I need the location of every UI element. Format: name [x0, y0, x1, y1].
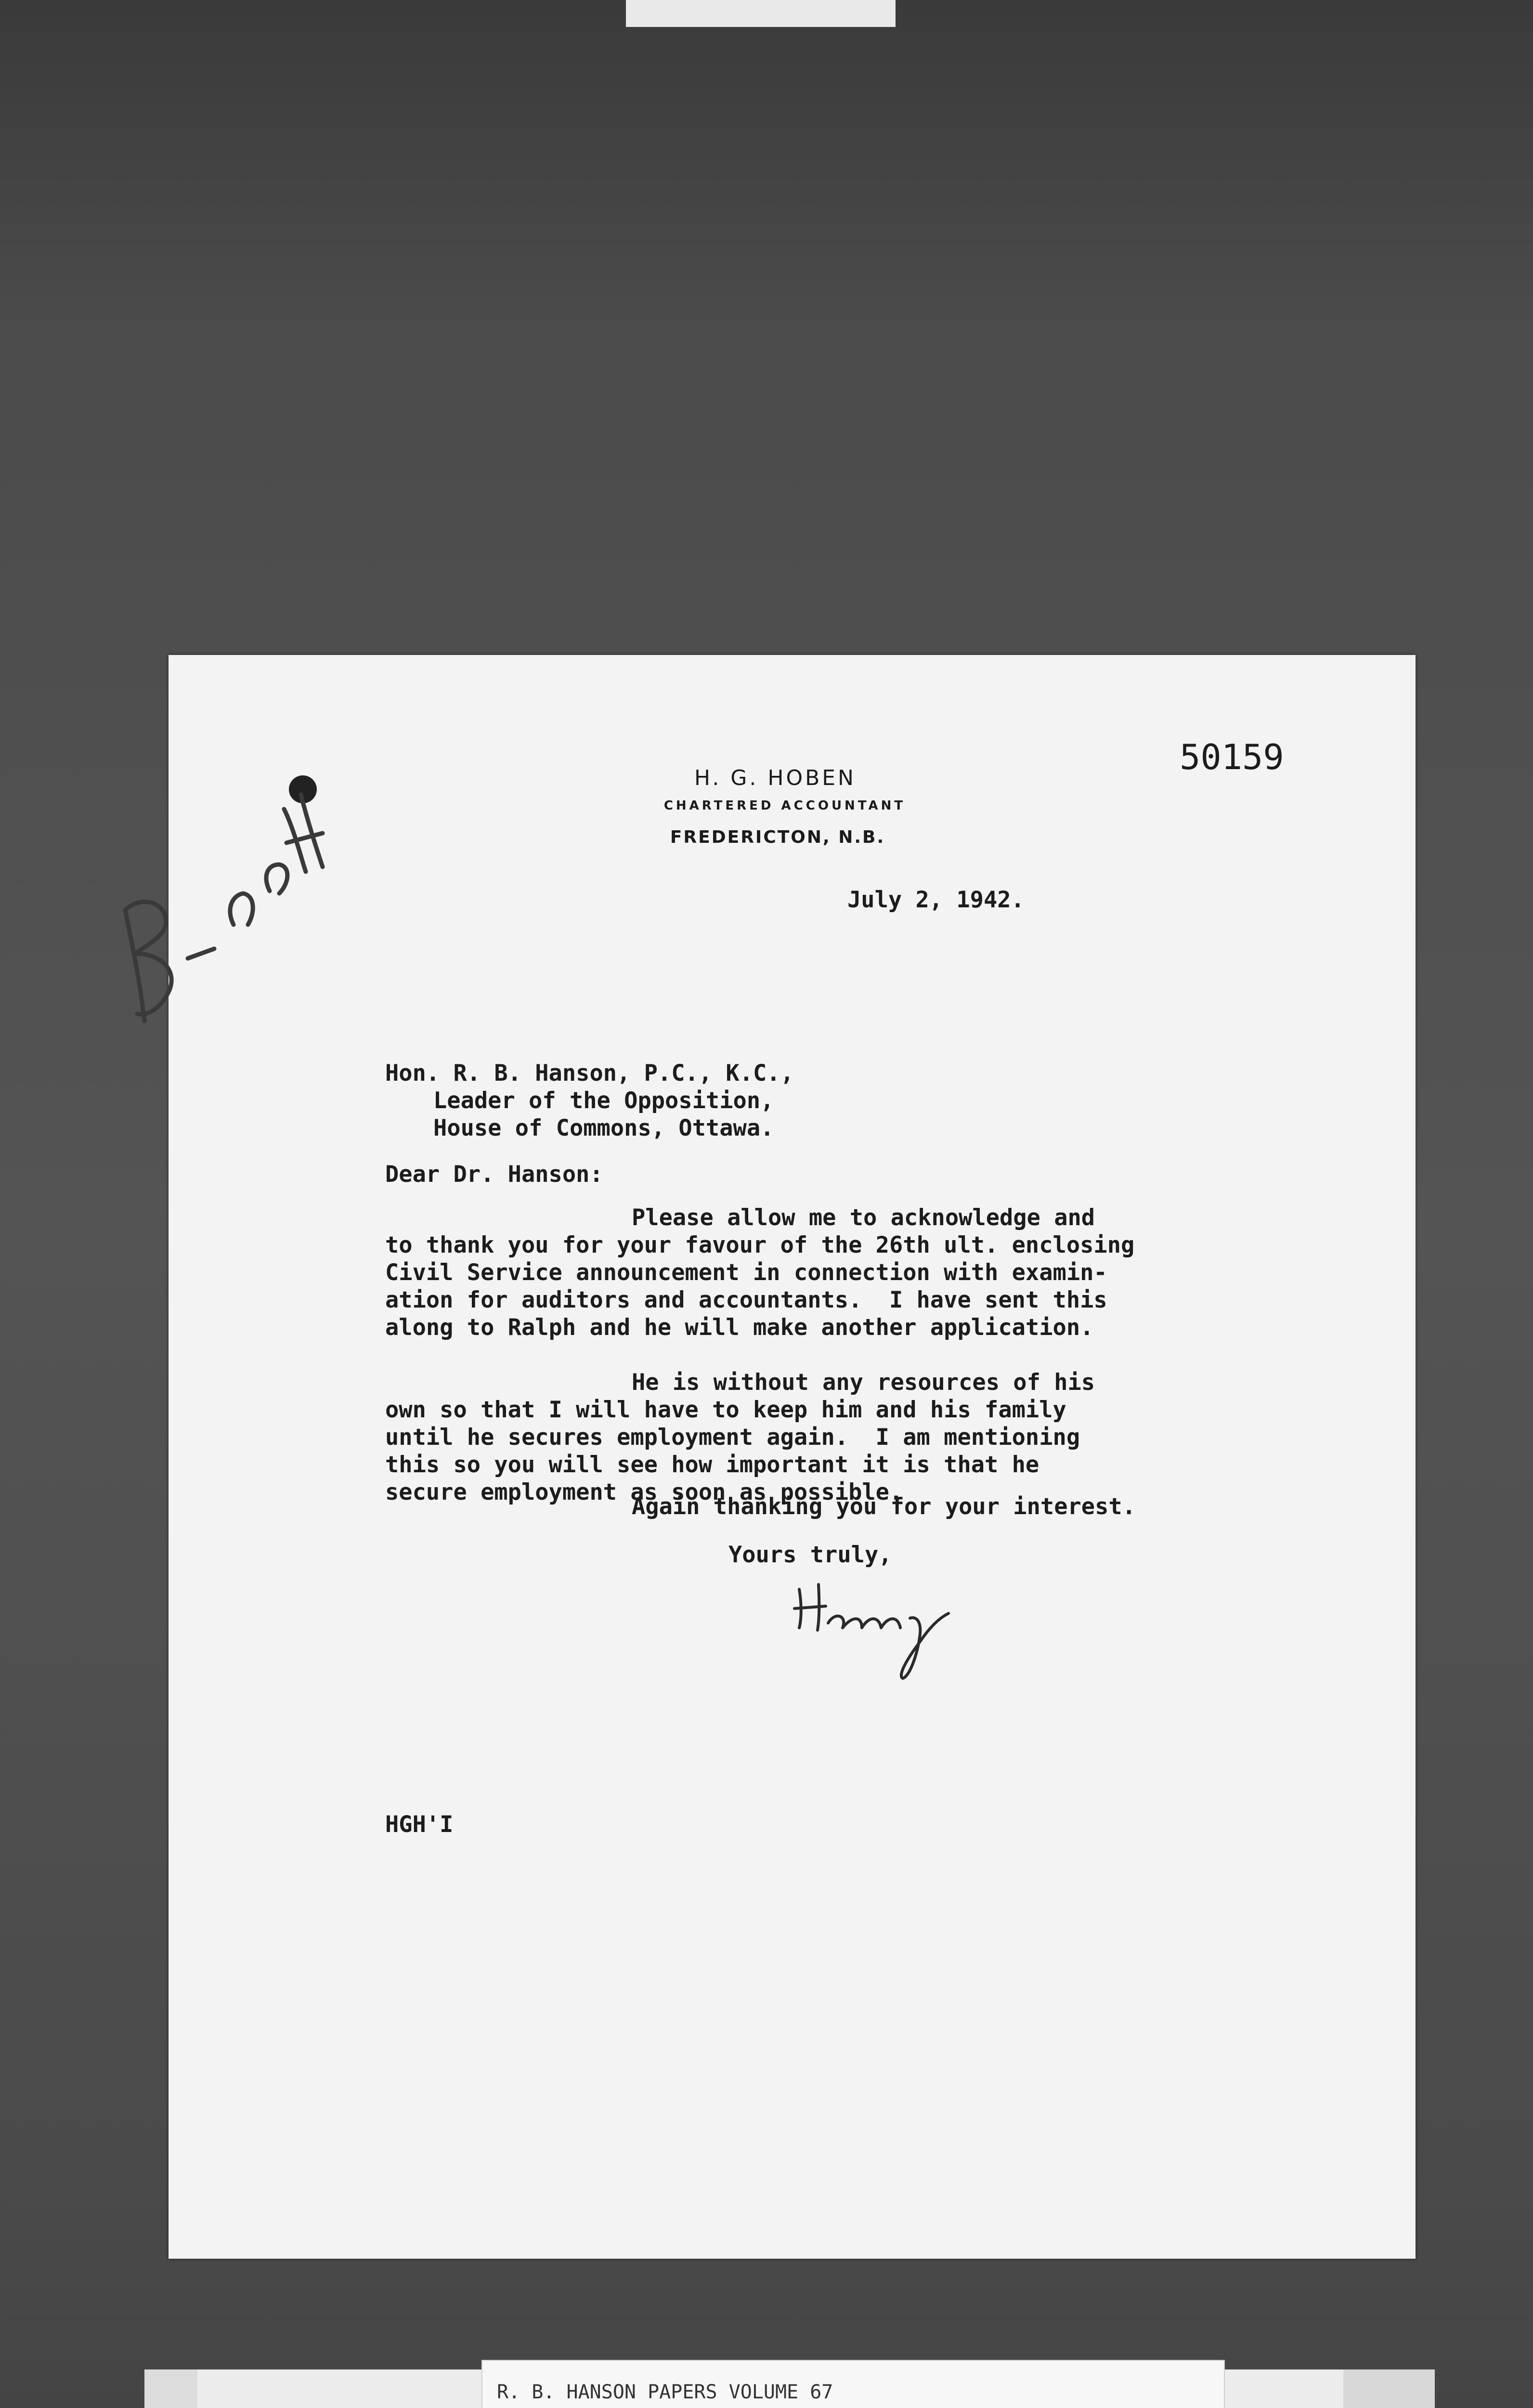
top-paper-tab — [626, 0, 896, 27]
recipient-line-2: Leader of the Opposition, — [433, 1087, 774, 1114]
letterhead-name: H. G. HOBEN — [694, 766, 856, 790]
card-edge-right — [1343, 2369, 1435, 2408]
paragraph-spacer — [385, 1341, 1134, 1369]
paragraph-2-line: until he secures employment again. I am mentioning — [385, 1424, 1080, 1451]
paragraph-1-line: ation for auditors and accountants. I have sent this — [385, 1287, 1107, 1313]
volume-label — [481, 2360, 1225, 2408]
recipient-address — [385, 1060, 794, 1142]
paragraph-2-line: this so you will see how important it is that he — [385, 1452, 1039, 1478]
volume-label-text: R. B. HANSON PAPERS VOLUME 67 — [497, 2381, 833, 2403]
typist-initials: HGH'I — [385, 1811, 454, 1838]
signature — [790, 1570, 953, 1681]
paragraph-2-line: secure employment as soon as possible. — [385, 1479, 903, 1505]
letterhead-city: FREDERICTON, N.B. — [670, 827, 885, 847]
paragraph-2-line: He is without any resources of his — [632, 1369, 1095, 1396]
letter-page — [169, 655, 1416, 2259]
paragraph-1-line: Civil Service announcement in connection with examin- — [385, 1259, 1107, 1286]
closing-sign-off: Yours truly, — [728, 1542, 892, 1568]
paragraph-1-line: to thank you for your favour of the 26th ult. enclosing — [385, 1232, 1135, 1258]
letterhead-title: CHARTERED ACCOUNTANT — [663, 798, 906, 813]
reference-number: 50159 — [1180, 737, 1284, 777]
letter-body — [385, 1204, 1134, 1506]
closing-thanks: Again thanking you for your interest. — [632, 1493, 1136, 1520]
paragraph-1-line: Please allow me to acknowledge and — [632, 1204, 1095, 1231]
handwritten-note — [111, 751, 332, 1040]
salutation: Dear Dr. Hanson: — [385, 1161, 603, 1188]
recipient-line-1: Hon. R. B. Hanson, P.C., K.C., — [385, 1060, 794, 1086]
recipient-line-3: House of Commons, Ottawa. — [433, 1115, 774, 1141]
letter-date: July 2, 1942. — [847, 887, 1025, 913]
card-edge-left — [144, 2369, 197, 2408]
paragraph-1-line: along to Ralph and he will make another application. — [385, 1314, 1094, 1341]
archive-card — [144, 2369, 1435, 2408]
paragraph-2-line: own so that I will have to keep him and his family — [385, 1397, 1066, 1423]
